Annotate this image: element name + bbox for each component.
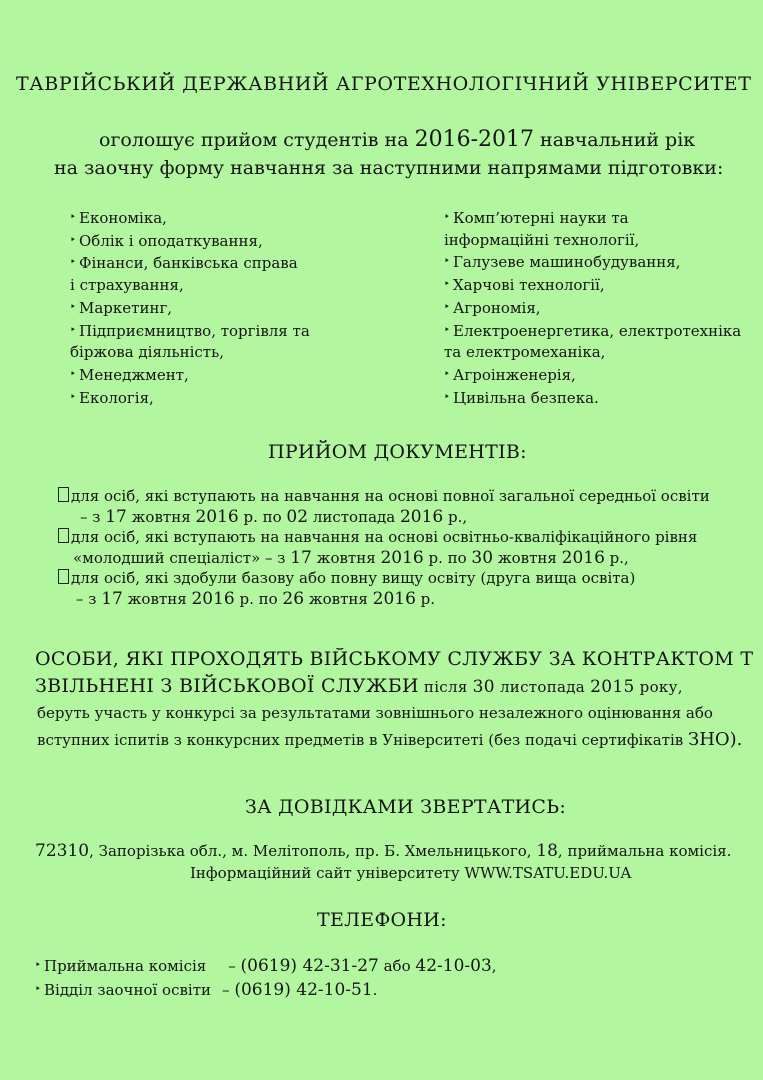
bullet-icon: ‣: [444, 324, 450, 336]
document-dates-3: – з 17 жовтня 2016 р. по 26 жовтня 2016 р.: [76, 588, 436, 609]
program-item: ‣ Підприємництво, торгівля та: [70, 321, 310, 340]
website-link[interactable]: WWW.TSATU.EDU.UA: [464, 864, 632, 882]
university-title: ТАВРІЙСЬКИЙ ДЕРЖАВНИЙ АГРОТЕХНОЛОГІЧНИЙ УНІВЕРСИТЕТ: [16, 73, 752, 95]
program-item-cont: біржова діяльність,: [70, 343, 225, 362]
bullet-icon: ‣: [70, 212, 76, 223]
documents-list: [58, 486, 710, 609]
phones-heading: ТЕЛЕФОНИ:: [317, 909, 447, 931]
program-item: ‣ Галузеве машинобудування,: [444, 253, 681, 272]
bullet-icon: ‣: [70, 301, 76, 313]
announcement-line-2: на заочну форму навчання за наступними напрямами підготовки:: [54, 157, 724, 179]
document-dates-2: «молодший спеціаліст» – з 17 жовтня 2016 р. по 30 жовтня 2016 р.,: [73, 547, 629, 568]
program-item: ‣ Фінанси, банківська справа: [70, 254, 298, 273]
programs-left-column: [70, 207, 310, 409]
program-item: ‣ Комп’ютерні науки та: [444, 209, 629, 227]
phone-item-admissions: ‣ Приймальна комісія – (0619) 42-31-27 або 42-10-03,: [35, 956, 497, 976]
bullet-icon: ‣: [444, 212, 450, 223]
bullet-icon: ‣: [70, 257, 76, 269]
document-item-1: для осіб, які вступають на навчання на основі повної загальної середньої освіти: [58, 486, 710, 507]
program-item: ‣ Харчові технології,: [444, 276, 605, 295]
website-line: Інформаційний сайт університету WWW.TSATU.EDU.UA: [190, 864, 632, 882]
document-dates-1: – з 17 жовтня 2016 р. по 02 листопада 2016 р.,: [80, 506, 468, 527]
programs-right-column: [444, 207, 741, 409]
box-icon: [58, 528, 69, 543]
announce-pre: оголошує прийом студентів на: [99, 129, 415, 151]
military-line-2: ЗВІЛЬНЕНІ З ВІЙСЬКОВОЇ СЛУЖБИ після 30 листопада 2015 року,: [35, 675, 683, 697]
announce-post: навчальний рік: [534, 129, 696, 151]
bullet-icon: ‣: [35, 960, 41, 971]
phone-item-extramural: ‣ Відділ заочної освіти – (0619) 42-10-51.: [35, 980, 378, 1000]
box-icon: [58, 487, 69, 502]
bullet-icon: ‣: [444, 256, 450, 268]
bullet-icon: ‣: [70, 391, 76, 403]
program-item: ‣ Економіка,: [70, 209, 167, 227]
program-item: ‣ Облік і оподаткування,: [70, 231, 263, 250]
bullet-icon: ‣: [70, 324, 76, 336]
program-item-cont: інформаційні технології,: [444, 230, 640, 249]
phones-list: [35, 954, 497, 1002]
program-item-cont: та електромеханіка,: [444, 343, 606, 362]
program-item: ‣ Екологія,: [70, 388, 154, 407]
announcement-line-1: [99, 127, 695, 152]
box-icon: [58, 569, 69, 584]
announce-years: 2016-2017: [414, 127, 534, 152]
military-line-3: беруть участь у конкурсі за результатами зовнішнього незалежного оцінювання або: [37, 704, 713, 722]
documents-heading: ПРИЙОМ ДОКУМЕНТІВ:: [268, 441, 527, 463]
bullet-icon: ‣: [444, 279, 450, 291]
program-item-cont: і страхування,: [70, 276, 184, 295]
program-item: ‣ Електроенергетика, електротехніка: [444, 321, 742, 340]
program-item: ‣ Агрономія,: [444, 298, 541, 317]
address-line: 72310, Запорізька обл., м. Мелітополь, пр. Б. Хмельницького, 18, приймальна комісія.: [35, 841, 732, 861]
bullet-icon: ‣: [35, 984, 41, 995]
bullet-icon: ‣: [70, 368, 76, 380]
contacts-heading: ЗА ДОВІДКАМИ ЗВЕРТАТИСЬ:: [245, 796, 567, 818]
document-item-3: для осіб, які здобули базову або повну вищу освіту (друга вища освіта): [58, 568, 710, 589]
document-item-2: для осіб, які вступають на навчання на основі освітньо-кваліфікаційного рівня: [58, 527, 710, 548]
program-item: ‣ Агроінженерія,: [444, 365, 576, 384]
bullet-icon: ‣: [444, 368, 450, 380]
program-item: ‣ Менеджмент,: [70, 365, 189, 384]
military-line-1: ОСОБИ, ЯКІ ПРОХОДЯТЬ ВІЙСЬКОМУ СЛУЖБУ ЗА КОНТРАКТОМ Т: [35, 648, 754, 670]
bullet-icon: ‣: [444, 301, 450, 313]
bullet-icon: ‣: [444, 391, 450, 403]
bullet-icon: ‣: [70, 234, 76, 246]
program-item: ‣ Маркетинг,: [70, 298, 173, 317]
military-line-4: вступних іспитів з конкурсних предметів в Університеті (без подачі сертифікатів ЗНО).: [37, 729, 743, 750]
program-item: ‣ Цивільна безпека.: [444, 388, 599, 407]
